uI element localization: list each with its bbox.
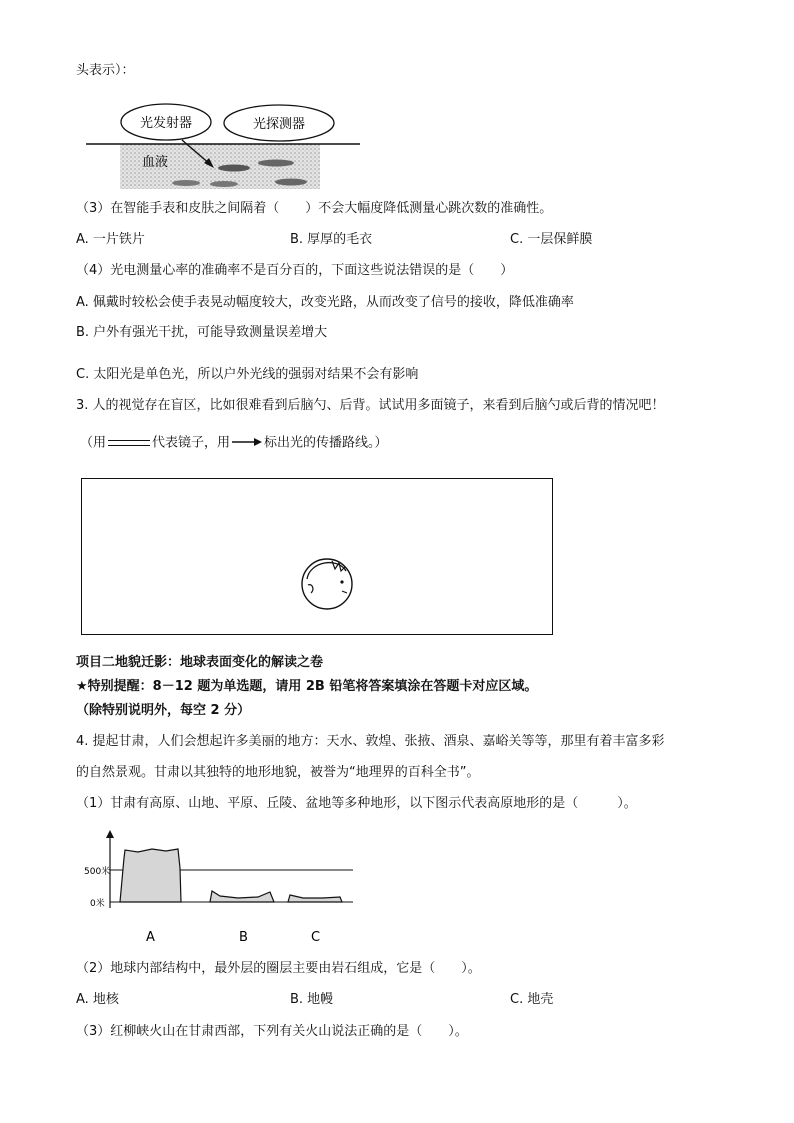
option-a[interactable]: A. 佩戴时较松会使手表晃动幅度较大，改变光路，从而改变了信号的接收，降低准确率: [76, 295, 574, 310]
landform-label-c: C: [311, 930, 321, 945]
blood-cell: [258, 160, 294, 167]
question-2-4-stem: （4）光电测量心率的准确率不是百分百的，下面这些说法错误的是（ ）: [76, 263, 514, 278]
question-4-3-stem: （3）红柳峡火山在甘肃西部，下列有关火山说法正确的是（ ）。: [76, 1024, 468, 1039]
question-2-3-stem: （3）在智能手表和皮肤之间隔着（ ）不会大幅度降低测量心跳次数的准确性。: [76, 201, 553, 216]
option-c[interactable]: C. 地壳: [510, 992, 554, 1007]
blood-label: 血液: [142, 155, 169, 170]
question-4-intro: 的自然景观。甘肃以其独特的地形地貌，被誉为“地理界的百科全书”。: [76, 765, 480, 780]
question-tail-text: 头表示）：: [76, 63, 135, 78]
blood-cell: [275, 179, 307, 186]
emitter-label: 光发射器: [139, 116, 193, 131]
question-3-stem: 3. 人的视觉存在盲区，比如很难看到后脑勺、后背。试试用多面镜子，来看到后脑勺或后背的情况吧！: [76, 398, 665, 413]
blood-cell: [218, 165, 250, 172]
mirror-symbol-icon: [108, 440, 150, 446]
question-4-1-stem: （1）甘肃有高原、山地、平原、丘陵、盆地等多种地形，以下图示代表高原地形的是（ ）。: [76, 796, 637, 811]
head-icon: [298, 555, 358, 615]
question-4-intro: 4. 提起甘肃，人们会想起许多美丽的地方：天水、敦煌、张掖、酒泉、嘉峪关等等，那里有着丰富多彩: [76, 734, 665, 749]
section-scoring: （除特别说明外，每空 2 分）: [76, 703, 251, 718]
sensor-diagram: [86, 100, 366, 192]
hint-suffix: 标出光的传播路线。）: [264, 435, 388, 451]
section-title: 项目二地貌迁影：地球表面变化的解读之卷: [76, 655, 324, 670]
option-b[interactable]: B. 厚厚的毛衣: [290, 232, 373, 247]
landform-diagram: [78, 828, 368, 946]
option-c[interactable]: C. 一层保鲜膜: [510, 232, 593, 247]
section-notice: ★特别提醒：8－12 题为单选题，请用 2B 铅笔将答案填涂在答题卡对应区域。: [76, 679, 538, 694]
blood-cell: [172, 180, 200, 186]
landform-c-profile: [288, 895, 342, 902]
landform-a-profile: [120, 849, 181, 902]
y-label-0m: 0米: [90, 899, 105, 909]
blood-cell: [210, 181, 238, 187]
detector-label: 光探测器: [252, 117, 306, 132]
landform-b-profile: [210, 891, 274, 902]
question-4-2-stem: （2）地球内部结构中，最外层的圈层主要由岩石组成，它是（ ）。: [76, 961, 481, 976]
hint-prefix: （用: [80, 435, 107, 451]
option-a[interactable]: A. 一片铁片: [76, 232, 145, 247]
option-b[interactable]: B. 地幔: [290, 992, 334, 1007]
option-b[interactable]: B. 户外有强光干扰，可能导致测量误差增大: [76, 325, 328, 340]
question-3-hint: [80, 434, 388, 453]
y-label-500m: 500米: [84, 867, 111, 877]
arrow-symbol-icon: [232, 434, 262, 452]
y-axis-arrowhead: [106, 830, 114, 838]
option-a[interactable]: A. 地核: [76, 992, 119, 1007]
option-c[interactable]: C. 太阳光是单色光，所以户外光线的强弱对结果不会有影响: [76, 367, 419, 382]
landform-label-a: A: [146, 930, 155, 945]
landform-label-b: B: [239, 930, 248, 945]
hint-middle: 代表镜子，用: [152, 435, 231, 451]
